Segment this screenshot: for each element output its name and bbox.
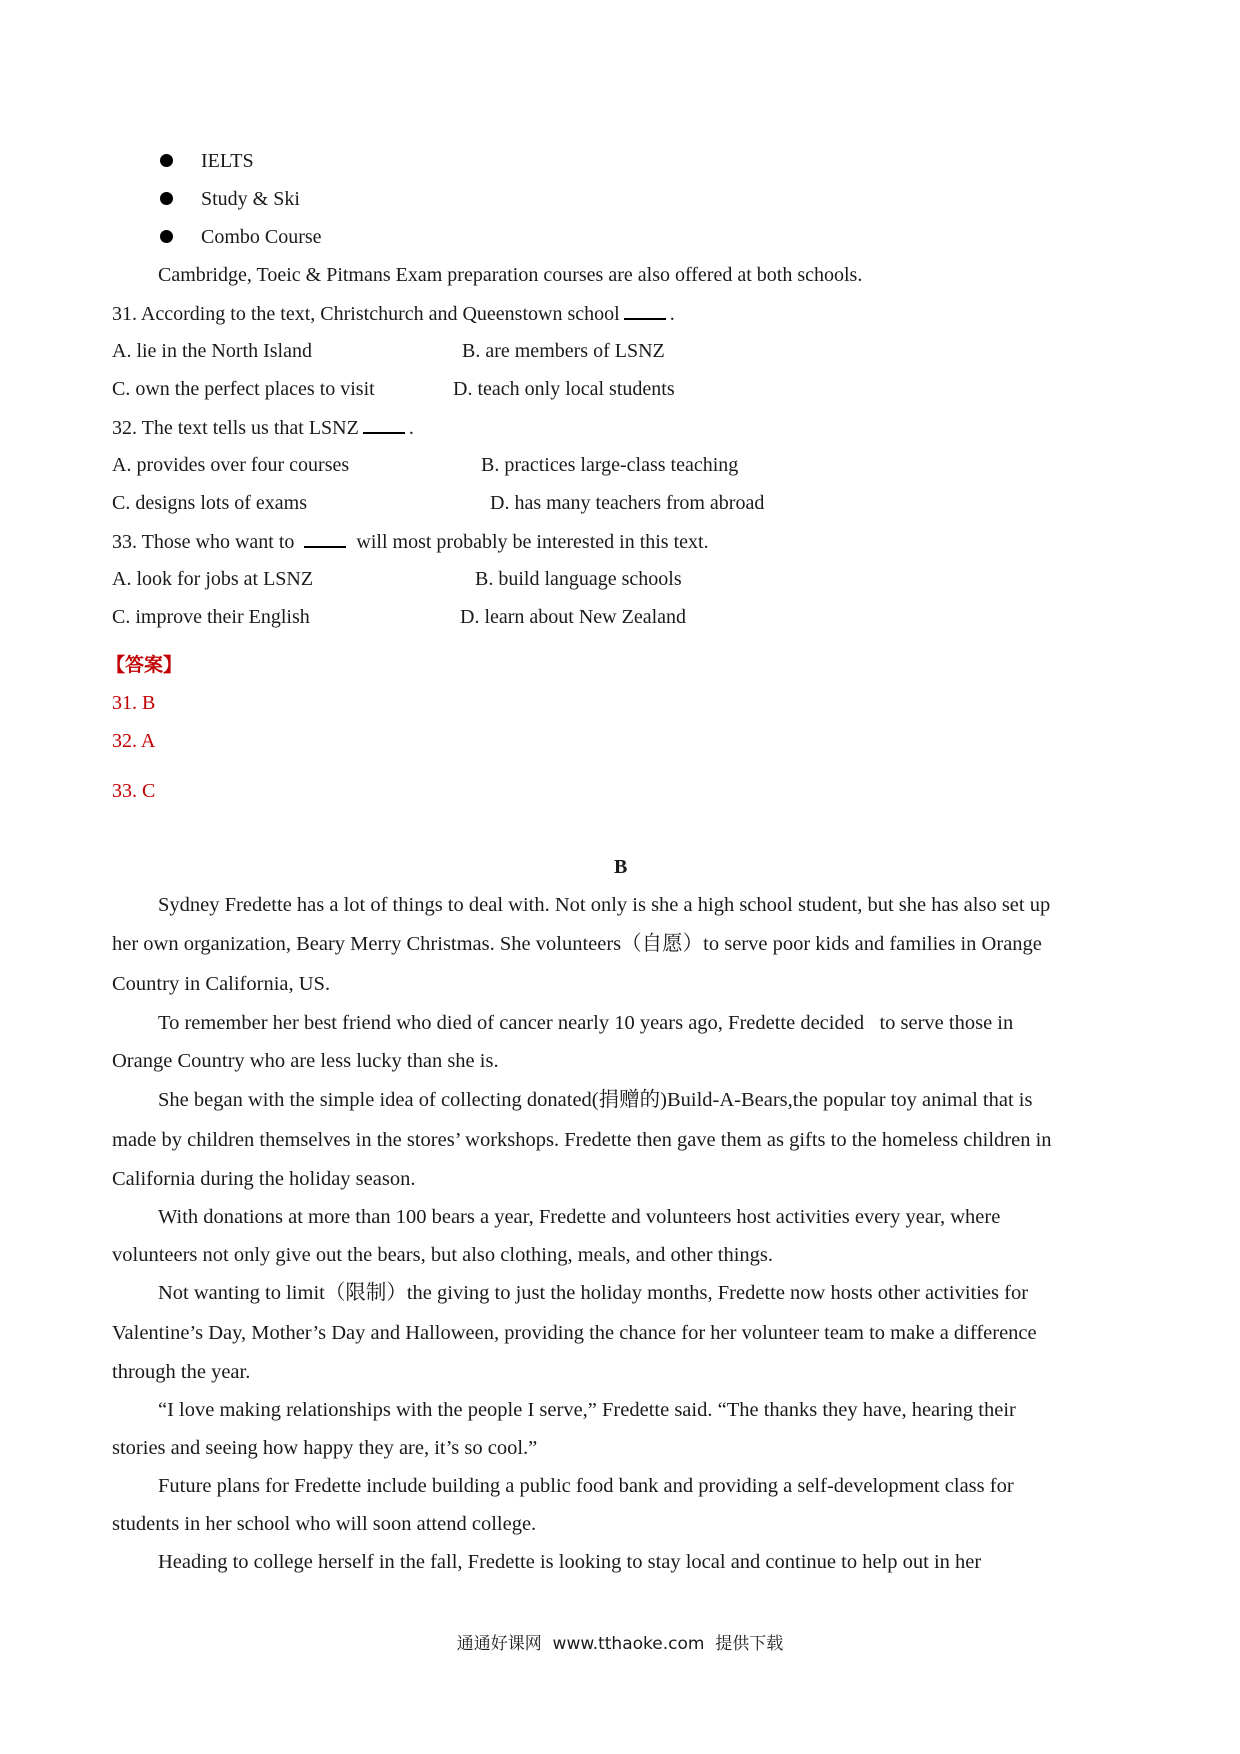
question-stem-end: . xyxy=(669,303,675,325)
passage-line: Not wanting to limit（限制）the giving to just the holiday months, Fredette now hosts other activities for xyxy=(158,1282,1029,1304)
question-33-stem xyxy=(112,528,709,555)
answer-header: 【答案】 xyxy=(106,654,183,676)
course-item: Study & Ski xyxy=(201,188,300,210)
passage-line: Future plans for Fredette include building a public food bank and providing a self-development class for xyxy=(158,1475,1014,1497)
passage-line: through the year. xyxy=(112,1361,251,1383)
passage-line: stories and seeing how happy they are, it’s so cool.” xyxy=(112,1437,538,1459)
passage-line: volunteers not only give out the bears, but also clothing, meals, and other things. xyxy=(112,1244,774,1266)
answer-32: 32. A xyxy=(112,730,156,752)
passage-line: California during the holiday season. xyxy=(112,1168,416,1190)
bullet-icon xyxy=(160,154,173,167)
question-31-stem xyxy=(112,300,675,327)
answer-blank xyxy=(363,414,405,434)
passage-line: Orange Country who are less lucky than she is. xyxy=(112,1050,499,1072)
option-33a: A. look for jobs at LSNZ xyxy=(112,568,314,590)
passage-line: Valentine’s Day, Mother’s Day and Halloween, providing the chance for her volunteer team to make a difference xyxy=(112,1322,1037,1344)
passage-line: Sydney Fredette has a lot of things to deal with. Not only is she a high school student, but she has also set up xyxy=(158,894,1051,916)
question-stem-end: . xyxy=(408,417,414,439)
question-stem-text: 32. The text tells us that LSNZ xyxy=(112,417,359,439)
passage-line: With donations at more than 100 bears a year, Fredette and volunteers host activities every year, where xyxy=(158,1206,1001,1228)
passage-line: made by children themselves in the stores’ workshops. Fredette then gave them as gifts to the homeless children in xyxy=(112,1129,1052,1151)
answer-33: 33. C xyxy=(112,780,156,802)
option-32a: A. provides over four courses xyxy=(112,454,350,476)
passage-line: “I love making relationships with the people I serve,” Fredette said. “The thanks they have, hearing their xyxy=(158,1399,1016,1421)
question-32-stem xyxy=(112,414,414,441)
option-31d: D. teach only local students xyxy=(453,378,675,400)
passage-line: students in her school who will soon attend college. xyxy=(112,1513,537,1535)
option-31a: A. lie in the North Island xyxy=(112,340,312,362)
answer-blank xyxy=(304,528,346,548)
option-31c: C. own the perfect places to visit xyxy=(112,378,375,400)
option-33c: C. improve their English xyxy=(112,606,310,628)
bullet-icon xyxy=(160,192,173,205)
option-33b: B. build language schools xyxy=(475,568,682,590)
passage-line: Country in California, US. xyxy=(112,973,331,995)
passage-line: Heading to college herself in the fall, Fredette is looking to stay local and continue to help out in her xyxy=(158,1551,982,1573)
option-32c: C. designs lots of exams xyxy=(112,492,307,514)
option-32d: D. has many teachers from abroad xyxy=(490,492,765,514)
page-footer: 通通好课网 www.tthaoke.com 提供下载 xyxy=(456,1634,784,1654)
option-31b: B. are members of LSNZ xyxy=(462,340,665,362)
answer-31: 31. B xyxy=(112,692,156,714)
passage-line: her own organization, Beary Merry Christmas. She volunteers（自愿）to serve poor kids and families in Orange xyxy=(112,933,1042,955)
course-item: Combo Course xyxy=(201,226,322,248)
course-item: IELTS xyxy=(201,150,254,172)
answer-blank xyxy=(624,300,666,320)
question-stem-end: will most probably be interested in this text. xyxy=(356,531,709,553)
question-stem-text: 31. According to the text, Christchurch and Queenstown school xyxy=(112,303,620,325)
section-title: B xyxy=(614,856,628,878)
passage-line: She began with the simple idea of collecting donated(捐赠的)Build-A-Bears,the popular toy animal that is xyxy=(158,1089,1033,1111)
question-stem-text: 33. Those who want to xyxy=(112,531,295,553)
bullet-icon xyxy=(160,230,173,243)
passage-line: To remember her best friend who died of cancer nearly 10 years ago, Fredette decided to serve those in xyxy=(158,1012,1014,1034)
option-32b: B. practices large-class teaching xyxy=(481,454,739,476)
exam-note: Cambridge, Toeic & Pitmans Exam preparation courses are also offered at both schools. xyxy=(158,264,863,286)
option-33d: D. learn about New Zealand xyxy=(460,606,687,628)
